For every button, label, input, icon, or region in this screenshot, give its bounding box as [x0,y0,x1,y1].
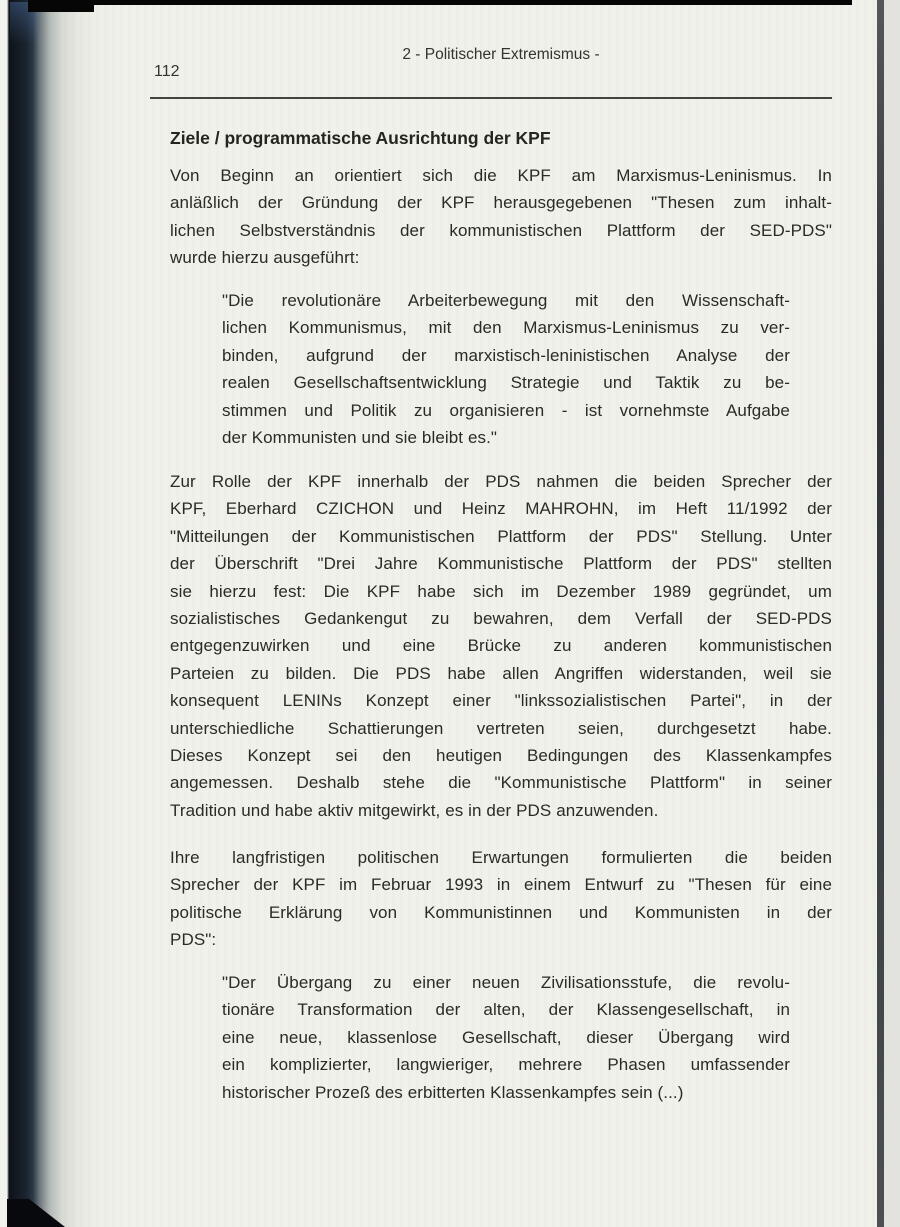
scan-top-left-corner [28,0,94,12]
paragraph-role-of-kpf: Zur Rolle der KPF innerhalb der PDS nahmen die beiden Sprecher der KPF, Eberhard CZICHON und Heinz MAHROHN, im Heft 11/1992 der "Mitteilungen der Kommunistischen Plattform der PDS" Stellung. Unter der Überschrift "Drei Jahre Kommunistische Plattform der PDS" stellten sie hierzu fest: Die KPF habe sich im Dezember 1989 gegründet, um sozialistisches Gedankengut zu bewahren, dem Verfall der SED-PDS entgegenzuwirken und eine Brücke zu anderen kommunistischen Parteien zu bilden. Die PDS habe allen Angriffen widerstanden, weil sie konsequent LENINs Konzept einer "linkssozialistischen Partei", in der unterschiedliche Schattierungen vertreten seien, durchgesetzt habe. Dieses Konzept sei den heutigen Bedingungen des Klassenkampfes angemessen. Deshalb stehe die "Kommunistische Plattform" in seiner Tradition und habe aktiv mitgewirkt, es in der PDS anzuwenden. [170,472,832,820]
page-content [154,0,832,1227]
scan-right-edge [877,0,884,1227]
book-binding-left-edge [0,0,130,1227]
paragraph-expectations: Ihre langfristigen politischen Erwartungen formulierten die beiden Sprecher der KPF im Februar 1993 in einem Entwurf zu "Thesen für eine politische Erklärung von Kommunistinnen und Kommunisten in der PDS": [170,848,832,950]
section-heading: Ziele / programmatische Ausrichtung der KPF [170,128,551,148]
block-quote-theses: "Die revolutionäre Arbeiterbewegung mit den Wissenschaft- lichen Kommunismus, mit den Marxismus-Leninismus zu ver- binden, aufgrund der marxistisch-leninistischen Analyse der realen Gesellschaftsentwicklung Strategie und Taktik zu be- stimmen und Politik zu organisieren - ist vornehmste Aufgabe der Kommunisten und sie bleibt es." [222,291,790,448]
block-quote-declaration: "Der Übergang zu einer neuen Zivilisationsstufe, die revolu- tionäre Transformation der alten, der Klassengesellschaft, in eine neue, klassenlose Gesellschaft, dieser Übergang wird ein komplizierter, langwieriger, mehrere Phasen umfassender historischer Prozeß des erbitterten Klassenkampfes sein (...) [222,973,790,1102]
header-rule [150,97,832,99]
running-header: 2 - Politischer Extremismus - [402,46,600,63]
page-number: 112 [154,63,180,80]
scan-right-margin [884,0,900,1227]
paragraph-intro: Von Beginn an orientiert sich die KPF am Marxismus-Leninismus. In anläßlich der Gründung der KPF herausgegebenen "Thesen zum inhalt- lichen Selbstverständnis der kommunistischen Plattform der SED-PDS" wurde hierzu ausgeführt: [170,166,832,268]
